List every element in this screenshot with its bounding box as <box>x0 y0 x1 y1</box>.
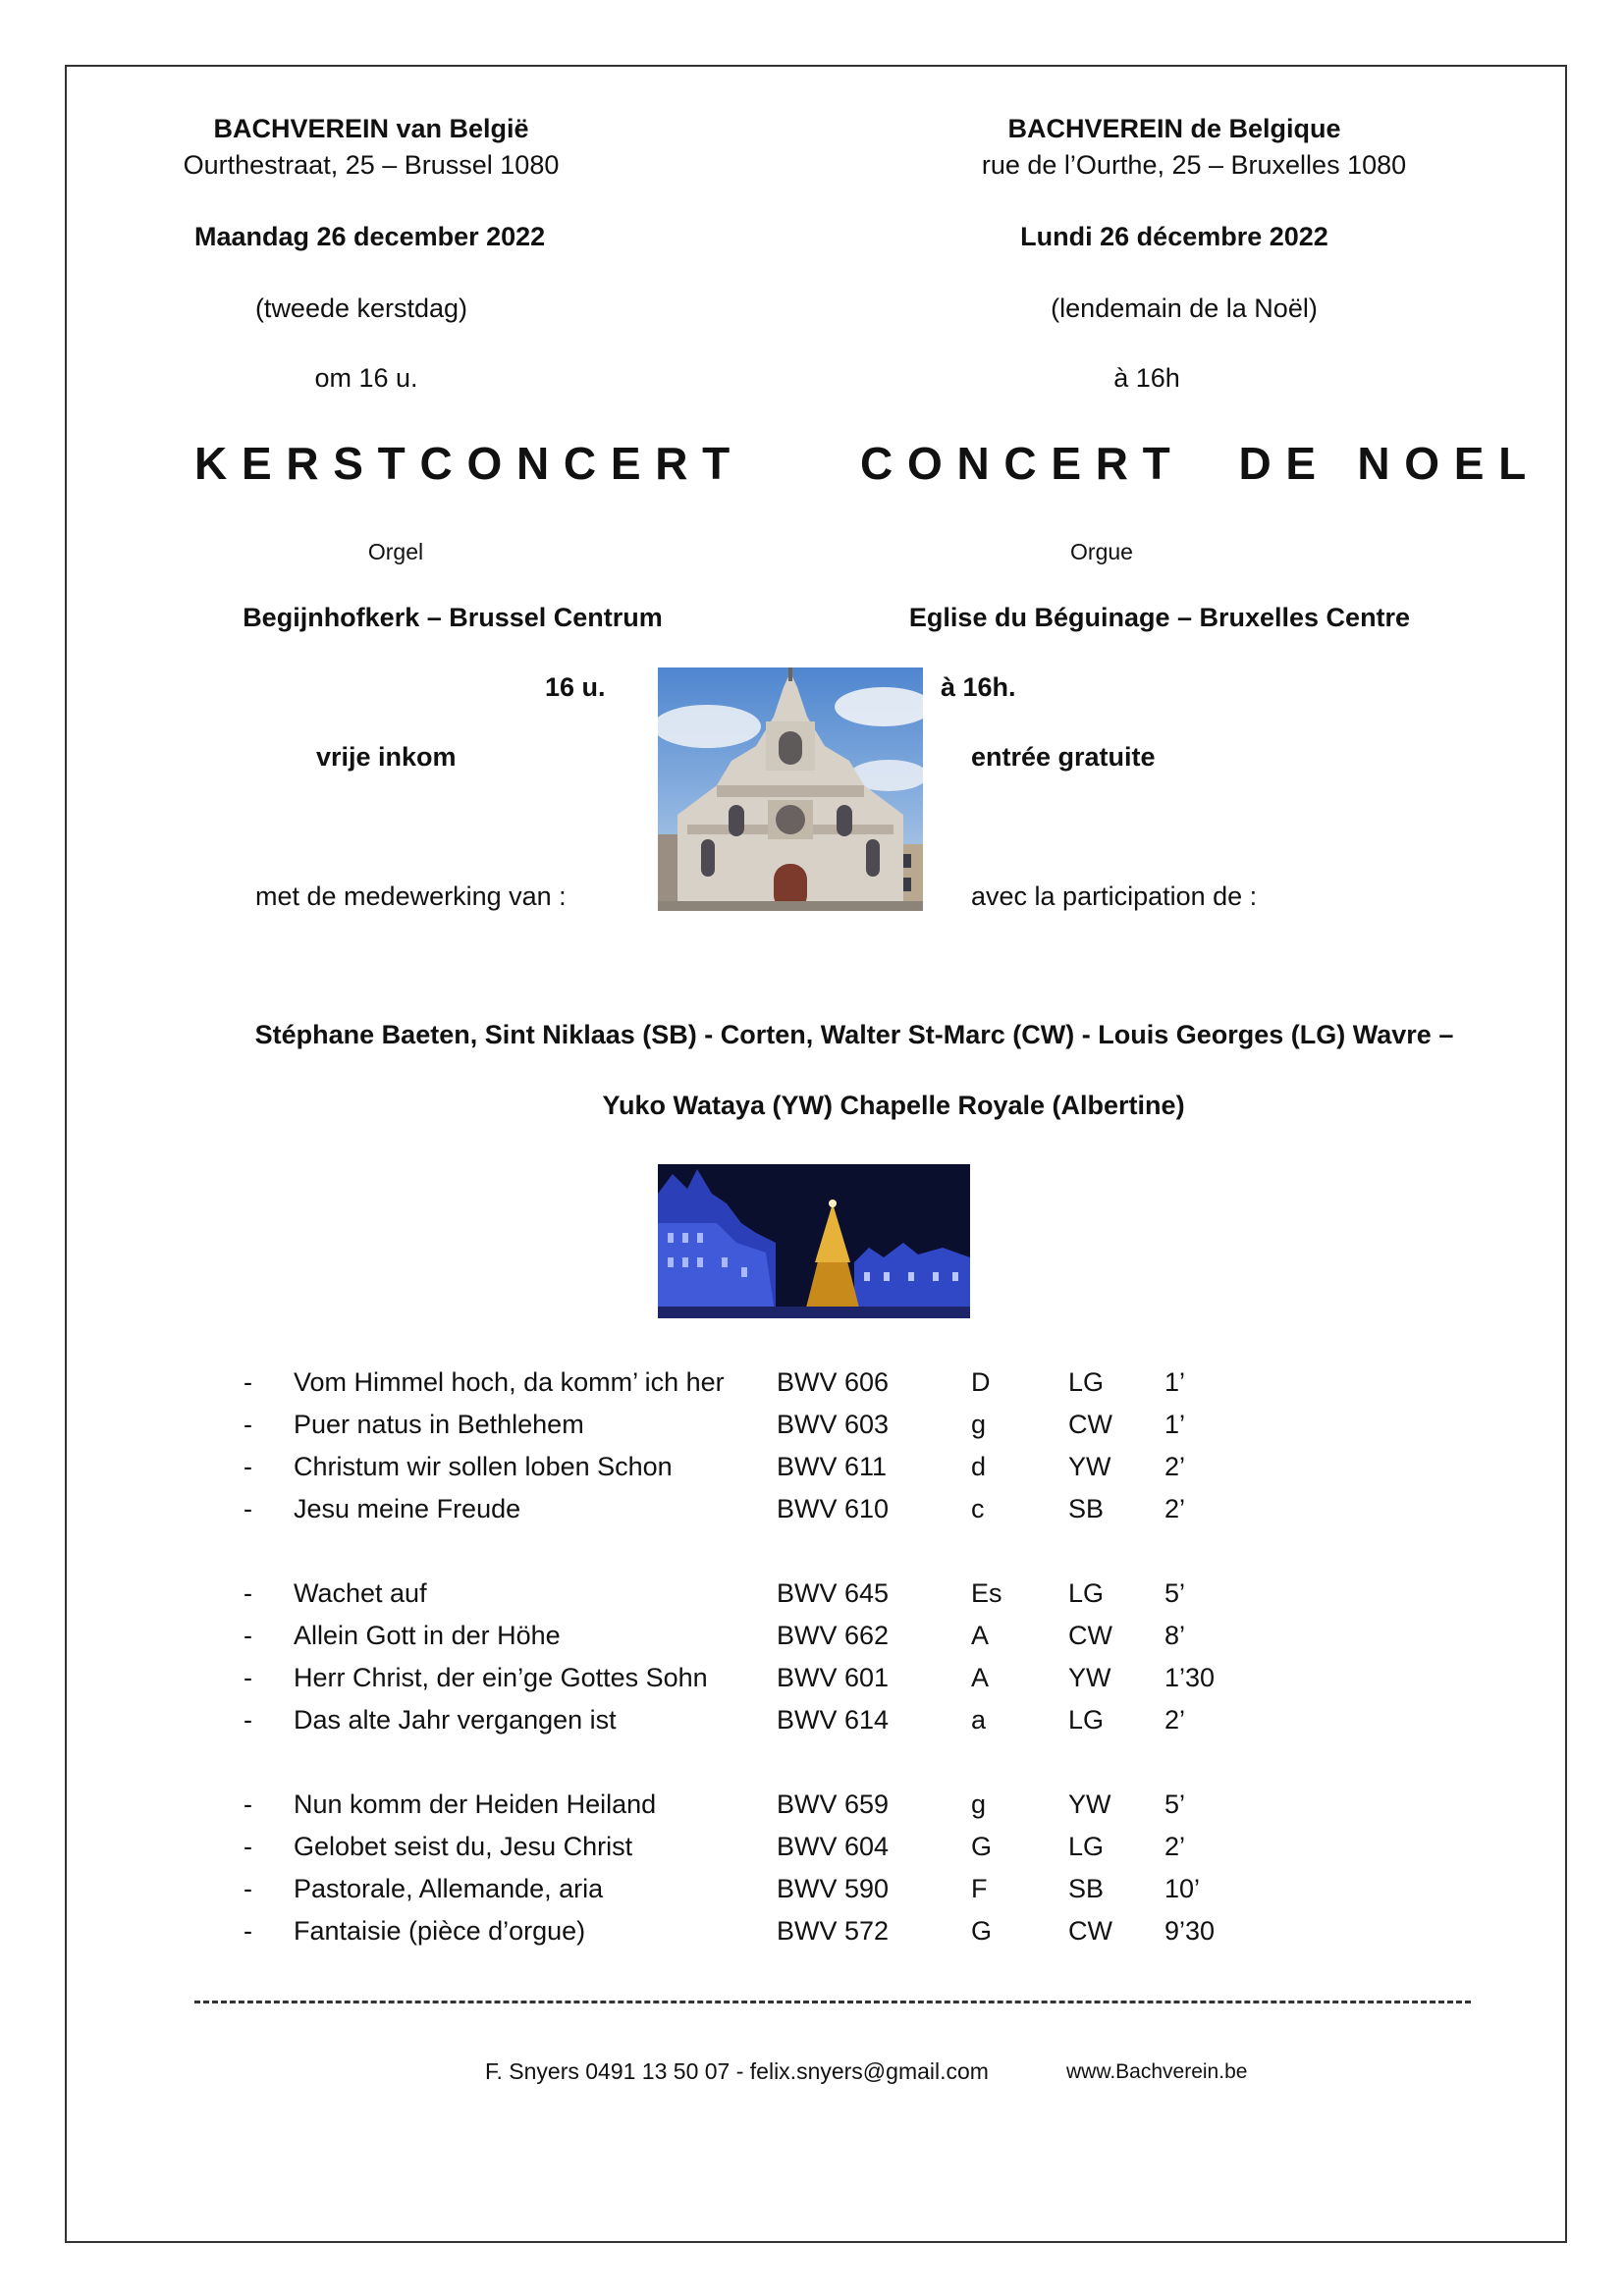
program-performer: CW <box>1068 1916 1112 1946</box>
program-duration: 1’30 <box>1164 1663 1216 1692</box>
org-name-nl: BACHVEREIN van België <box>213 114 529 143</box>
date-note-fr: (lendemain de la Noël) <box>1051 294 1318 323</box>
program-row <box>0 1657 1624 1698</box>
program-bwv: BWV 614 <box>777 1705 890 1735</box>
program-row <box>0 1826 1624 1867</box>
program-title: Gelobet seist du, Jesu Christ <box>294 1832 633 1861</box>
program-duration: 8’ <box>1164 1621 1186 1650</box>
program-performer: SB <box>1068 1874 1105 1903</box>
address-fr: rue de l’Ourthe, 25 – Bruxelles 1080 <box>981 150 1407 180</box>
program-key: d <box>971 1452 987 1481</box>
program-duration: 2’ <box>1164 1452 1186 1481</box>
time-fr: à 16h <box>1113 363 1180 393</box>
program-duration: 2’ <box>1164 1832 1186 1861</box>
instrument-nl: Orgel <box>367 539 424 564</box>
program-title: Fantaisie (pièce d’orgue) <box>294 1916 586 1946</box>
program-key: g <box>971 1789 987 1819</box>
program-row <box>0 1910 1624 1951</box>
performers-line-1: Stéphane Baeten, Sint Niklaas (SB) - Corten, Walter St-Marc (CW) - Louis Georges (LG) Wavre – <box>254 1020 1454 1049</box>
program-duration: 5’ <box>1164 1789 1186 1819</box>
program-key: G <box>971 1832 993 1861</box>
program-dash: - <box>244 1452 252 1481</box>
program-dash: - <box>244 1832 252 1861</box>
program-bwv: BWV 610 <box>777 1494 890 1523</box>
hour-fr: à 16h. <box>941 672 1016 702</box>
date-note-nl: (tweede kerstdag) <box>254 294 468 323</box>
title-nl: KERSTCONCERT <box>194 438 744 489</box>
program-row <box>0 1699 1624 1740</box>
admission-fr: entrée gratuite <box>971 742 1156 772</box>
program-row <box>0 1488 1624 1529</box>
venue-nl: Begijnhofkerk – Brussel Centrum <box>243 603 663 632</box>
program-duration: 1’ <box>1164 1367 1186 1397</box>
program-key: F <box>971 1874 988 1903</box>
program-bwv: BWV 604 <box>777 1832 890 1861</box>
time-nl: om 16 u. <box>314 363 418 393</box>
program-key: c <box>971 1494 985 1523</box>
hour-nl: 16 u. <box>545 672 606 702</box>
program-key: D <box>971 1367 991 1397</box>
program-dash: - <box>244 1621 252 1650</box>
church-photo <box>658 667 923 911</box>
footer-contact: F. Snyers 0491 13 50 07 - felix.snyers@gmail.com <box>485 2058 989 2084</box>
date-nl: Maandag 26 december 2022 <box>194 222 546 251</box>
program-performer: SB <box>1068 1494 1105 1523</box>
program-performer: LG <box>1068 1367 1105 1397</box>
program-dash: - <box>244 1410 252 1439</box>
program-performer: LG <box>1068 1705 1105 1735</box>
program-duration: 10’ <box>1164 1874 1201 1903</box>
program-title: Vom Himmel hoch, da komm’ ich her <box>294 1367 725 1397</box>
admission-nl: vrije inkom <box>316 742 457 772</box>
program-bwv: BWV 611 <box>777 1452 888 1481</box>
program-key: G <box>971 1916 993 1946</box>
org-name-fr: BACHVEREIN de Belgique <box>1007 114 1341 143</box>
program-title: Christum wir sollen loben Schon <box>294 1452 673 1481</box>
program-row <box>0 1446 1624 1487</box>
program-title: Puer natus in Bethlehem <box>294 1410 584 1439</box>
collab-nl: met de medewerking van : <box>255 881 567 911</box>
address-nl: Ourthestraat, 25 – Brussel 1080 <box>183 150 560 180</box>
program-title: Nun komm der Heiden Heiland <box>294 1789 657 1819</box>
program-title: Jesu meine Freude <box>294 1494 521 1523</box>
program-performer: LG <box>1068 1578 1105 1608</box>
program-performer: LG <box>1068 1832 1105 1861</box>
program-title: Herr Christ, der ein’ge Gottes Sohn <box>294 1663 708 1692</box>
venue-fr: Eglise du Béguinage – Bruxelles Centre <box>908 603 1411 632</box>
performers-line-2: Yuko Wataya (YW) Chapelle Royale (Albertine) <box>602 1091 1185 1120</box>
program-bwv: BWV 645 <box>777 1578 890 1608</box>
program-title: Wachet auf <box>294 1578 427 1608</box>
program-duration: 2’ <box>1164 1705 1186 1735</box>
program-bwv: BWV 603 <box>777 1410 890 1439</box>
program-bwv: BWV 659 <box>777 1789 890 1819</box>
program-duration: 1’ <box>1164 1410 1186 1439</box>
program-row <box>0 1615 1624 1656</box>
program-bwv: BWV 572 <box>777 1916 890 1946</box>
instrument-fr: Orgue <box>1070 539 1133 564</box>
program-title: Pastorale, Allemande, aria <box>294 1874 604 1903</box>
program-bwv: BWV 606 <box>777 1367 890 1397</box>
program-performer: YW <box>1068 1663 1111 1692</box>
program-key: a <box>971 1705 987 1735</box>
program-key: Es <box>971 1578 1002 1608</box>
program-key: A <box>971 1621 990 1650</box>
program-duration: 2’ <box>1164 1494 1186 1523</box>
program-dash: - <box>244 1367 252 1397</box>
program-dash: - <box>244 1874 252 1903</box>
program-key: A <box>971 1663 990 1692</box>
program-duration: 9’30 <box>1164 1916 1216 1946</box>
program-bwv: BWV 662 <box>777 1621 890 1650</box>
program-key: g <box>971 1410 987 1439</box>
program-dash: - <box>244 1578 252 1608</box>
program-title: Allein Gott in der Höhe <box>294 1621 561 1650</box>
program-row <box>0 1573 1624 1614</box>
program-title: Das alte Jahr vergangen ist <box>294 1705 617 1735</box>
program-row <box>0 1404 1624 1445</box>
program-row <box>0 1784 1624 1825</box>
grand-place-photo <box>658 1164 970 1318</box>
program-duration: 5’ <box>1164 1578 1186 1608</box>
program-dash: - <box>244 1789 252 1819</box>
program-bwv: BWV 590 <box>777 1874 890 1903</box>
program-performer: CW <box>1068 1621 1112 1650</box>
footer-website: www.Bachverein.be <box>1066 2060 1248 2083</box>
date-fr: Lundi 26 décembre 2022 <box>1020 222 1328 251</box>
program-performer: YW <box>1068 1452 1111 1481</box>
program-bwv: BWV 601 <box>777 1663 890 1692</box>
title-fr: CONCERT DE NOEL <box>860 438 1541 489</box>
program-dash: - <box>244 1916 252 1946</box>
program-performer: YW <box>1068 1789 1111 1819</box>
program-dash: - <box>244 1663 252 1692</box>
program-row <box>0 1362 1624 1403</box>
program-dash: - <box>244 1494 252 1523</box>
program-dash: - <box>244 1705 252 1735</box>
program-row <box>0 1868 1624 1909</box>
collab-fr: avec la participation de : <box>971 881 1258 911</box>
dashed-divider <box>194 2001 1471 2003</box>
program-performer: CW <box>1068 1410 1112 1439</box>
